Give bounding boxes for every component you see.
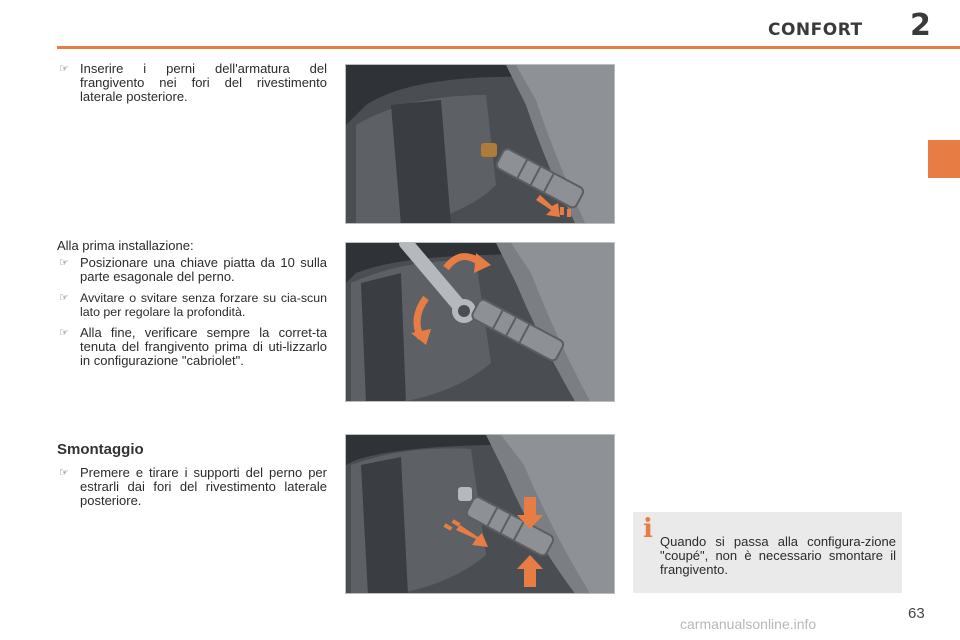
pointing-hand-icon: ☞: [59, 467, 69, 479]
section-heading-removal: Smontaggio: [57, 441, 144, 458]
instruction-block-insert: [57, 62, 327, 111]
instruction-text: Posizionare una chiave piatta da 10 sulla parte esagonale del perno.: [80, 255, 327, 284]
instruction-block-first-install: [57, 239, 327, 375]
illustration-insert-pin: [345, 64, 615, 224]
pointing-hand-icon: ☞: [59, 327, 69, 339]
pointing-hand-icon: ☞: [59, 257, 69, 269]
instruction-block-removal: [57, 466, 327, 515]
info-text: Quando si passa alla configura-zione "coupé", non è necessario smontare il frangivento.: [660, 534, 896, 577]
section-title: CONFORT: [768, 20, 863, 40]
header-rule: [57, 46, 960, 49]
instruction-bullet: [57, 62, 327, 104]
watermark: carmanualsonline.info: [680, 616, 817, 632]
chapter-number: 2: [910, 8, 931, 43]
instruction-bullet: [57, 291, 327, 319]
instruction-text: Inserire i perni dell'armatura del frangivento nei fori del rivestimento laterale posteriore.: [80, 61, 327, 104]
instruction-intro: Alla prima installazione:: [57, 238, 194, 253]
info-icon: i: [643, 514, 653, 544]
instruction-bullet: [57, 326, 327, 368]
instruction-bullet: [57, 256, 327, 284]
instruction-text: Avvitare o svitare senza forzare su cia-scun lato per regolare la profondità.: [80, 291, 327, 319]
instruction-text: Alla fine, verificare sempre la corret-ta tenuta del frangivento prima di uti-lizzarlo in configurazione "cabriolet".: [80, 325, 327, 368]
info-box: [633, 512, 902, 593]
chapter-tab: [928, 140, 960, 178]
illustration-remove-pin: [345, 434, 615, 594]
illustration-wrench-adjust: [345, 242, 615, 402]
instruction-text: Premere e tirare i supporti del perno per estrarli dai fori del rivestimento laterale posteriore.: [80, 465, 327, 508]
page-number: 63: [908, 605, 925, 622]
pointing-hand-icon: ☞: [59, 63, 69, 75]
instruction-bullet: [57, 466, 327, 508]
pointing-hand-icon: ☞: [59, 292, 69, 304]
